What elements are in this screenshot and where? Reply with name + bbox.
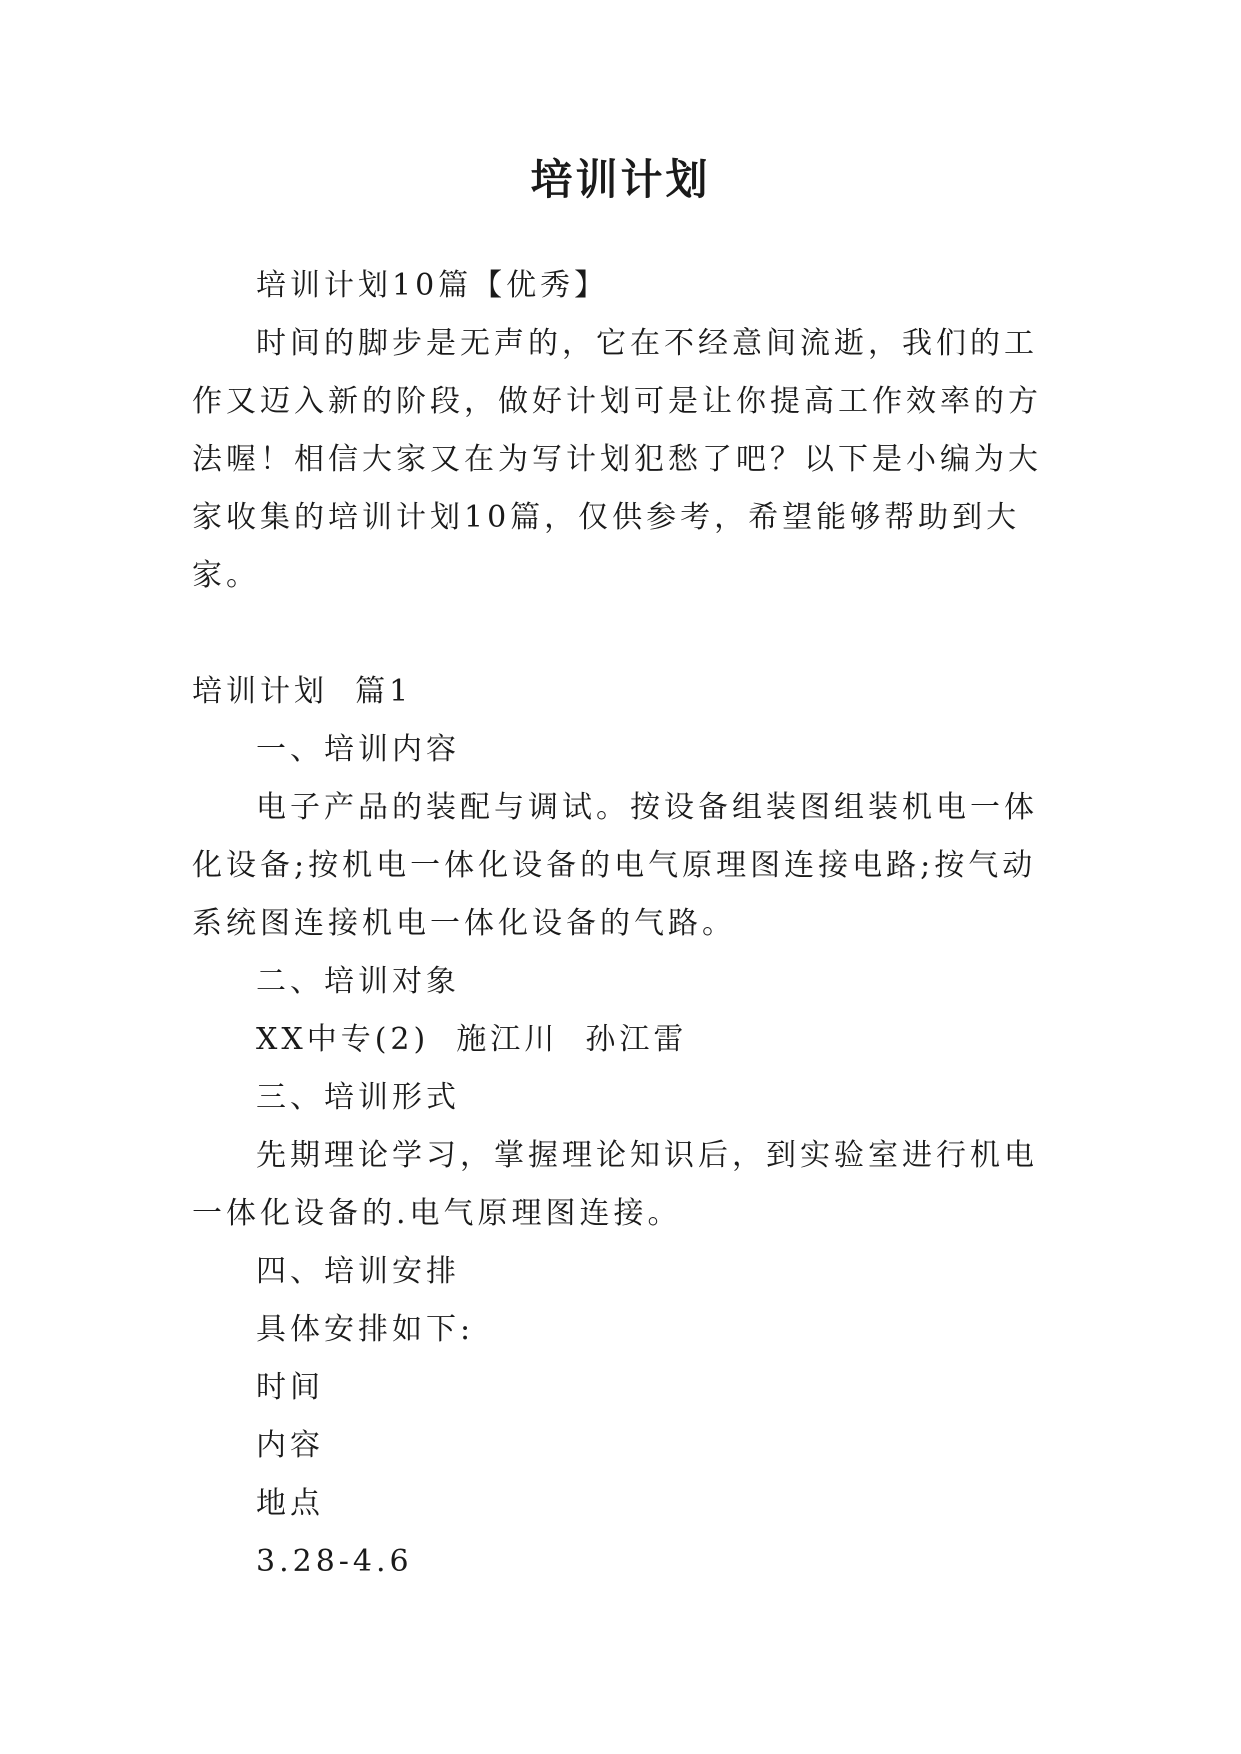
intro-heading: 培训计划10篇【优秀】 <box>256 268 609 303</box>
section-title-audience: 二、培训对象 <box>256 964 460 999</box>
section-text-audience: XX中专(2) 施江川 孙江雷 <box>256 1022 688 1057</box>
table-cell-time: 3.28-4.6 <box>256 1544 413 1579</box>
intro-paragraph: 时间的脚步是无声的，它在不经意间流逝，我们的工作又迈入新的阶段，做好计划可是让你提高工作效率的方法喔！相信大家又在为写计划犯愁了吧？以下是小编为大家收集的培训计划10篇，仅供参考，希望能够帮助到大家。 <box>192 326 1042 593</box>
document-title: 培训计划 <box>530 155 711 204</box>
table-header-location: 地点 <box>256 1486 324 1521</box>
section-text-schedule: 具体安排如下: <box>256 1312 475 1347</box>
section-title-schedule: 四、培训安排 <box>256 1254 460 1289</box>
section-text-content: 电子产品的装配与调试。按设备组装图组装机电一体化设备;按机电一体化设备的电气原理图连接电路;按气动系统图连接机电一体化设备的气路。 <box>192 790 1038 941</box>
spacer <box>192 605 1052 663</box>
document-body <box>192 257 1052 1591</box>
section-title-format: 三、培训形式 <box>256 1080 460 1115</box>
table-header-content: 内容 <box>256 1428 324 1463</box>
article-heading: 培训计划 篇1 <box>192 674 413 709</box>
table-header-time: 时间 <box>256 1370 324 1405</box>
section-title-content: 一、培训内容 <box>256 732 460 767</box>
section-text-format: 先期理论学习，掌握理论知识后，到实验室进行机电一体化设备的.电气原理图连接。 <box>192 1138 1038 1231</box>
